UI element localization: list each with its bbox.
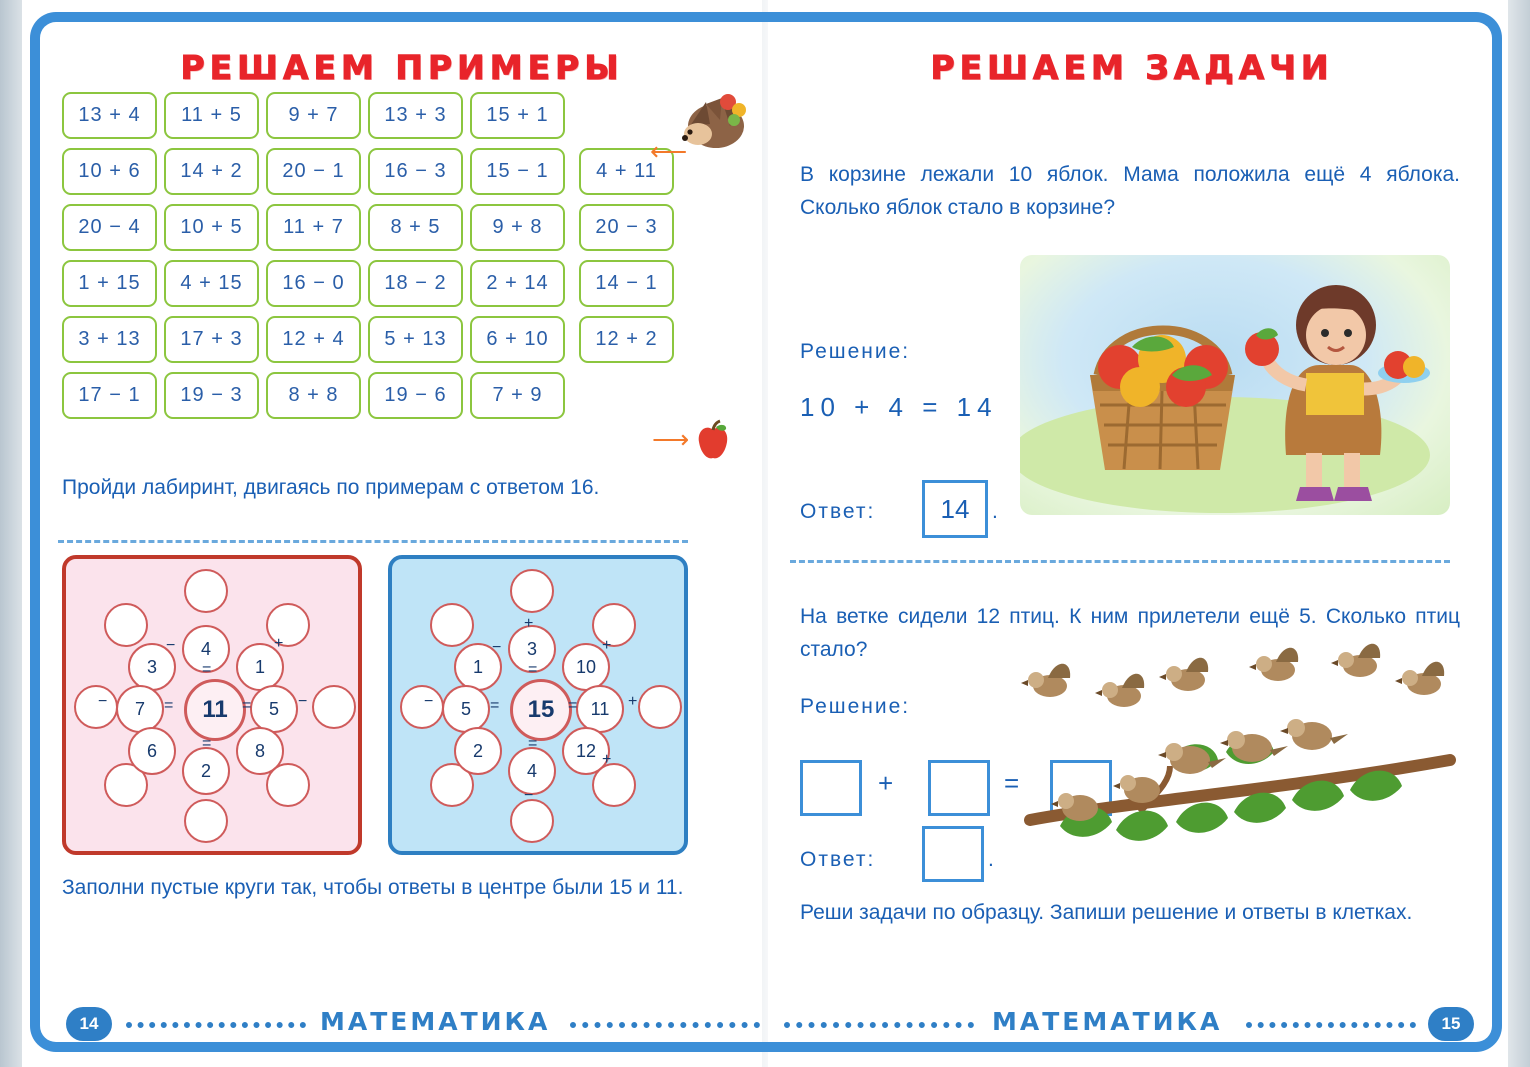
example-cell[interactable]: 18 − 2 [368,260,463,307]
operand-box-b[interactable] [928,760,990,816]
wheel-center-value: 11 [184,679,246,741]
wheel-number: 2 [454,727,502,775]
empty-circle[interactable] [638,685,682,729]
equals-sign-2: = [1004,768,1026,798]
empty-circle[interactable] [74,685,118,729]
empty-circle[interactable] [592,603,636,647]
empty-circle[interactable] [184,569,228,613]
example-cell[interactable]: 17 − 1 [62,372,157,419]
example-cell[interactable]: 19 − 3 [164,372,259,419]
operator-symbol: − [524,787,534,804]
example-cell[interactable]: 16 − 3 [368,148,463,195]
solution-label-1: Решение: [800,340,911,363]
example-cell[interactable]: 15 − 1 [470,148,565,195]
example-cell[interactable]: 6 + 10 [470,316,565,363]
example-cell[interactable]: 5 + 13 [368,316,463,363]
empty-circle[interactable] [510,799,554,843]
example-cell[interactable]: 10 + 6 [62,148,157,195]
grid-row [62,148,681,195]
example-cell[interactable]: 20 − 3 [579,204,674,251]
wheel-center-value: 15 [510,679,572,741]
example-cell[interactable]: 19 − 6 [368,372,463,419]
empty-circle[interactable] [510,569,554,613]
divider-left [58,540,688,543]
example-cell[interactable]: 9 + 7 [266,92,361,139]
wheel-number: 2 [182,747,230,795]
grid-row [62,204,681,251]
answer-label-1: Ответ: [800,500,876,523]
wheel-number: 1 [454,643,502,691]
example-cell[interactable]: 11 + 5 [164,92,259,139]
bottom-instruction: Реши задачи по образцу. Запиши решение и ответы в клетках. [800,901,1413,924]
period-2: . [988,848,994,871]
example-cell[interactable]: 10 + 5 [164,204,259,251]
example-cell[interactable]: 3 + 13 [62,316,157,363]
example-cell[interactable]: 9 + 8 [470,204,565,251]
right-title-wrap [782,48,1482,87]
example-cell[interactable]: 12 + 4 [266,316,361,363]
arrow-right-icon: ⟶ [652,424,690,454]
footer-dots-right-2 [1246,1022,1416,1028]
example-cell[interactable]: 1 + 15 [62,260,157,307]
footer-dots-left [126,1022,306,1028]
example-cell[interactable]: 15 + 1 [470,92,565,139]
wheel-number: 7 [116,685,164,733]
birds-illustration [1020,640,1460,880]
answer-box-1[interactable]: 14 [922,480,988,538]
example-cell[interactable]: 2 + 14 [470,260,565,307]
example-cell[interactable]: 14 − 1 [579,260,674,307]
example-cell-empty [579,92,670,135]
examples-grid [62,92,681,428]
operator-symbol: − [298,693,308,710]
example-cell[interactable]: 13 + 3 [368,92,463,139]
wheel-number: 4 [182,625,230,673]
answer-box-2[interactable] [922,826,984,882]
operand-box-a[interactable] [800,760,862,816]
page-title-left: РЕШАЕМ ПРИМЕРЫ [180,48,624,87]
operator-symbol: + [602,637,612,654]
operator-symbol: + [628,693,638,710]
period-1: . [992,500,998,523]
operator-symbol: − [166,637,176,654]
example-cell[interactable]: 20 − 1 [266,148,361,195]
apple-icon [690,418,736,464]
footer-dots-left-2 [570,1022,760,1028]
left-title-wrap [52,48,752,87]
example-cell[interactable]: 14 + 2 [164,148,259,195]
equals-symbol: = [202,735,212,752]
wheel-number: 10 [562,643,610,691]
example-cell[interactable]: 20 − 4 [62,204,157,251]
example-cell[interactable]: 13 + 4 [62,92,157,139]
fill-instruction: Заполни пустые круги так, чтобы ответы в центре были 15 и 11. [62,876,684,899]
operator-symbol: + [524,615,534,632]
example-cell[interactable]: 8 + 5 [368,204,463,251]
plus-sign-2: + [878,768,900,798]
empty-circle[interactable] [430,603,474,647]
example-cell[interactable]: 17 + 3 [164,316,259,363]
equals-symbol: = [202,661,212,678]
empty-circle[interactable] [312,685,356,729]
footer-dots-right [784,1022,974,1028]
operator-symbol: − [98,693,108,710]
problem-2-text: На ветке сидели 12 птиц. К ним прилетели ещё 5. Сколько птиц стало? [800,605,1460,661]
example-cell[interactable]: 8 + 8 [266,372,361,419]
wheel-number: 4 [508,747,556,795]
operator-symbol: + [274,635,284,652]
example-cell-empty [579,372,670,415]
left-footer [30,1007,770,1041]
equals-symbol: = [568,697,578,714]
grid-row [62,92,681,139]
page-title-right: РЕШАЕМ ЗАДАЧИ [930,48,1334,87]
example-cell[interactable]: 12 + 2 [579,316,674,363]
operator-symbol: − [424,693,434,710]
wheel-number: 11 [576,685,624,733]
divider-right [790,560,1450,563]
maze-instruction: Пройди лабиринт, двигаясь по примерам с ответом 16. [62,476,600,499]
equals-symbol: = [164,697,174,714]
page-number-left: 14 [66,1007,112,1041]
answer-label-2: Ответ: [800,848,876,871]
basket-illustration [1020,255,1450,515]
example-cell[interactable]: 4 + 15 [164,260,259,307]
wheel-number: 1 [236,643,284,691]
wheel-number: 6 [128,727,176,775]
grid-row [62,372,681,419]
empty-circle[interactable] [266,603,310,647]
operator-symbol: + [602,751,612,768]
wheel-number: 5 [250,685,298,733]
example-cell[interactable]: 11 + 7 [266,204,361,251]
wheel-blue [388,555,688,855]
empty-circle[interactable] [184,799,228,843]
empty-circle[interactable] [104,603,148,647]
equals-symbol: = [528,661,538,678]
equals-symbol: = [490,697,500,714]
example-cell[interactable]: 7 + 9 [470,372,565,419]
equals-symbol: = [528,735,538,752]
example-cell[interactable]: 16 − 0 [266,260,361,307]
solution-label-2: Решение: [800,695,911,718]
hedgehog-icon [676,88,754,154]
arrow-left-icon: ⟵ [650,136,688,166]
wheel-number: 5 [442,685,490,733]
wheel-number: 8 [236,727,284,775]
right-footer [760,1007,1502,1041]
wheel-number: 3 [508,625,556,673]
grid-row [62,260,681,307]
equation-1: 10 + 4 = 14 [800,392,998,422]
footer-subject-right: МАТЕМАТИКА [992,1007,1223,1036]
problem-1-text: В корзине лежали 10 яблок. Мама положила ещё 4 яблока. Сколько яблок стало в корзине? [800,163,1460,219]
footer-subject-left: МАТЕМАТИКА [320,1007,551,1036]
operator-symbol: − [492,639,502,656]
wheel-number: 3 [128,643,176,691]
grid-row [62,316,681,363]
equals-symbol: = [242,697,252,714]
wheel-pink [62,555,362,855]
wheel-number: 12 [562,727,610,775]
page-number-right: 15 [1428,1007,1474,1041]
example-cell[interactable]: 4 + 11 [579,148,674,195]
empty-circle[interactable] [400,685,444,729]
